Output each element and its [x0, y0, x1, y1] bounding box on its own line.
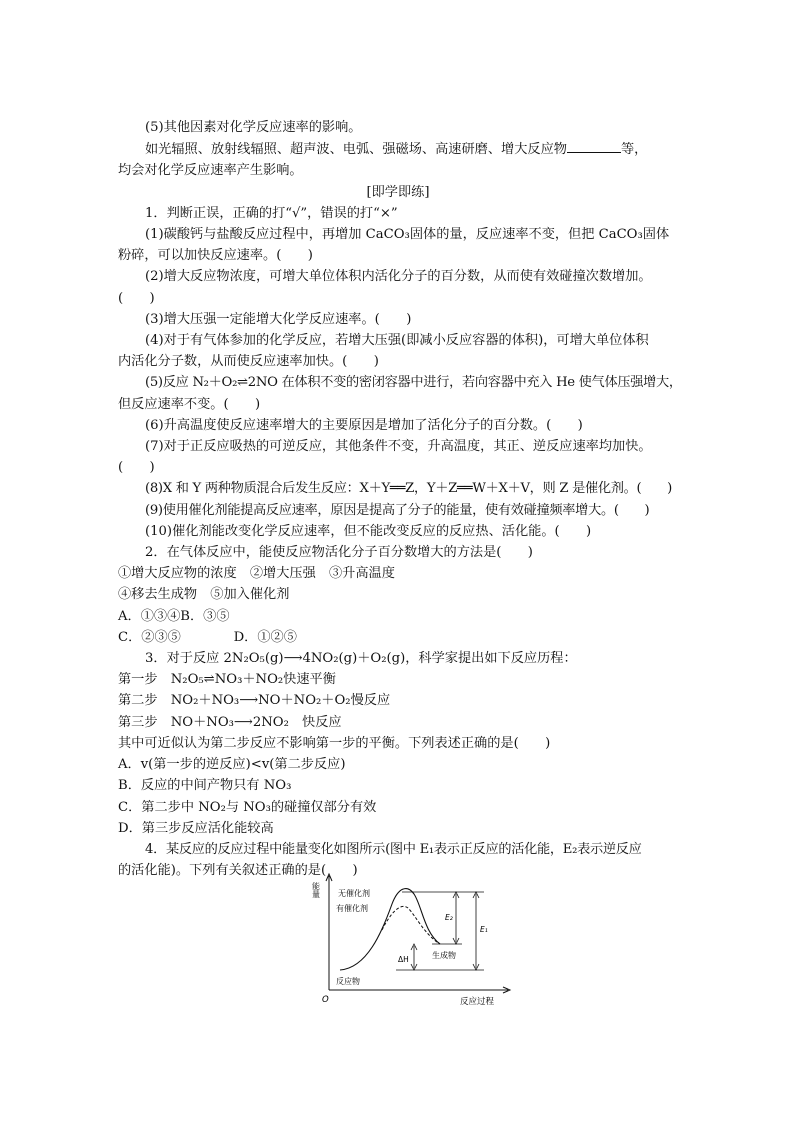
question-3-step-3: 第三步 NO＋NO₃⟶2NO₂ 快反应: [118, 714, 342, 730]
e1-label: E₁: [480, 925, 488, 934]
question-3-step-2: 第二步 NO₂＋NO₃⟶NO＋NO₂＋O₂慢反应: [118, 693, 391, 709]
question-2: 2．在气体反应中，能使反应物活化分子百分数增大的方法是( ): [145, 545, 533, 561]
section-title: [即学即练]: [366, 184, 430, 200]
item-5-body-pre: 如光辐照、放射线辐照、超声波、电弧、强磁场、高速研磨、增大反应物: [145, 142, 567, 158]
question-1-2a: (2)增大反应物浓度，可增大单位体积内活化分子的百分数，从而使有效碰撞次数增加。: [145, 269, 652, 285]
question-2-choices-ab: A．①③④B．③⑤: [118, 608, 230, 624]
e2-label: E₂: [445, 913, 453, 922]
question-3: 3．对于反应 2N₂O₅(g)⟶4NO₂(g)＋O₂(g)，科学家提出如下反应历程：: [145, 651, 577, 667]
catalyst-curve: [382, 906, 440, 944]
answer-blank: [567, 138, 621, 153]
question-1: 1．判断正误，正确的打“√”，错误的打“×”: [145, 205, 398, 221]
question-3-choice-d: D．第三步反应活化能较高: [118, 820, 274, 836]
question-3-step-1: 第一步 N₂O₅⇌NO₃＋NO₂快速平衡: [118, 672, 336, 688]
question-4b: 的活化能)。下列有关叙述正确的是( ): [118, 863, 358, 879]
question-3-choice-b: B．反应的中间产物只有 NO₃: [118, 778, 292, 794]
item-5-title: (5)其他因素对化学反应速率的影响。: [145, 120, 362, 135]
question-3-choice-c: C．第二步中 NO₂与 NO₃的碰撞仅部分有效: [118, 799, 377, 815]
energy-diagram: [312, 872, 512, 1010]
question-1-2b: ( ): [118, 290, 155, 306]
delta-h-label: ΔH: [398, 955, 409, 964]
products-label: 生成物: [432, 951, 456, 960]
question-2-options-1: ①增大反应物的浓度 ②增大压强 ③升高温度: [118, 566, 395, 582]
question-1-8: (8)X 和 Y 两种物质混合后发生反应：X＋Y══Z，Y＋Z══W＋X＋V，则 Z 是催化剂。( ): [145, 481, 672, 497]
question-4a: 4．某反应的反应过程中能量变化如图所示(图中 E₁表示正反应的活化能，E₂表示逆反应: [145, 841, 642, 857]
origin-label: O: [322, 995, 329, 1005]
question-3-stem: 其中可近似认为第二步反应不影响第一步的平衡。下列表述正确的是( ): [118, 735, 551, 751]
question-2-choices-cd: C．②③⑤ D．①②⑤: [118, 629, 297, 645]
question-1-7a: (7)对于正反应吸热的可逆反应，其他条件不变，升高温度，其正、逆反应速率均加快。: [145, 439, 652, 455]
reactants-label: 反应物: [336, 977, 360, 986]
question-1-3: (3)增大压强一定能增大化学反应速率。( ): [145, 311, 412, 327]
question-1-6: (6)升高温度使反应速率增大的主要原因是增加了活化分子的百分数。( ): [145, 417, 583, 433]
item-5-body: [118, 138, 678, 160]
question-1-4b: 内活化分子数，从而使反应速率加快。( ): [118, 354, 379, 370]
y-axis-label: 能量: [312, 882, 321, 898]
item-5-body-post: 等，: [621, 142, 648, 158]
catalyst-label: 有催化剂: [336, 904, 368, 913]
no-catalyst-curve: [340, 889, 440, 970]
no-catalyst-label: 无催化剂: [338, 889, 370, 898]
question-1-5b: 但反应速率不变。( ): [118, 396, 261, 412]
x-axis-label: 反应过程: [460, 997, 495, 1007]
question-1-10: (10)催化剂能改变化学反应速率，但不能改变反应的反应热、活化能。( ): [145, 523, 592, 539]
question-1-7b: ( ): [118, 460, 155, 476]
question-1-5a: (5)反应 N₂＋O₂⇌2NO 在体积不变的密闭容器中进行，若向容器中充入 He 使气体压强增大，: [145, 375, 682, 391]
question-1-1b: 粉碎，可以加快反应速率。( ): [118, 248, 313, 264]
question-2-options-2: ④移去生成物 ⑤加入催化剂: [118, 587, 290, 603]
question-1-9: (9)使用催化剂能提高反应速率，原因是提高了分子的能量，使有效碰撞频率增大。( ): [145, 502, 650, 518]
question-1-4a: (4)对于有气体参加的化学反应，若增大压强(即减小反应容器的体积)，可增大单位体积: [145, 333, 649, 349]
question-3-choice-a: A．v(第一步的逆反应)<v(第二步反应): [118, 757, 346, 773]
document-page: [118, 117, 682, 881]
question-1-1a: (1)碳酸钙与盐酸反应过程中，再增加 CaCO₃固体的量，反应速率不变，但把 CaCO₃固体: [145, 227, 670, 243]
item-5-body-2: 均会对化学反应速率产生影响。: [118, 163, 303, 179]
